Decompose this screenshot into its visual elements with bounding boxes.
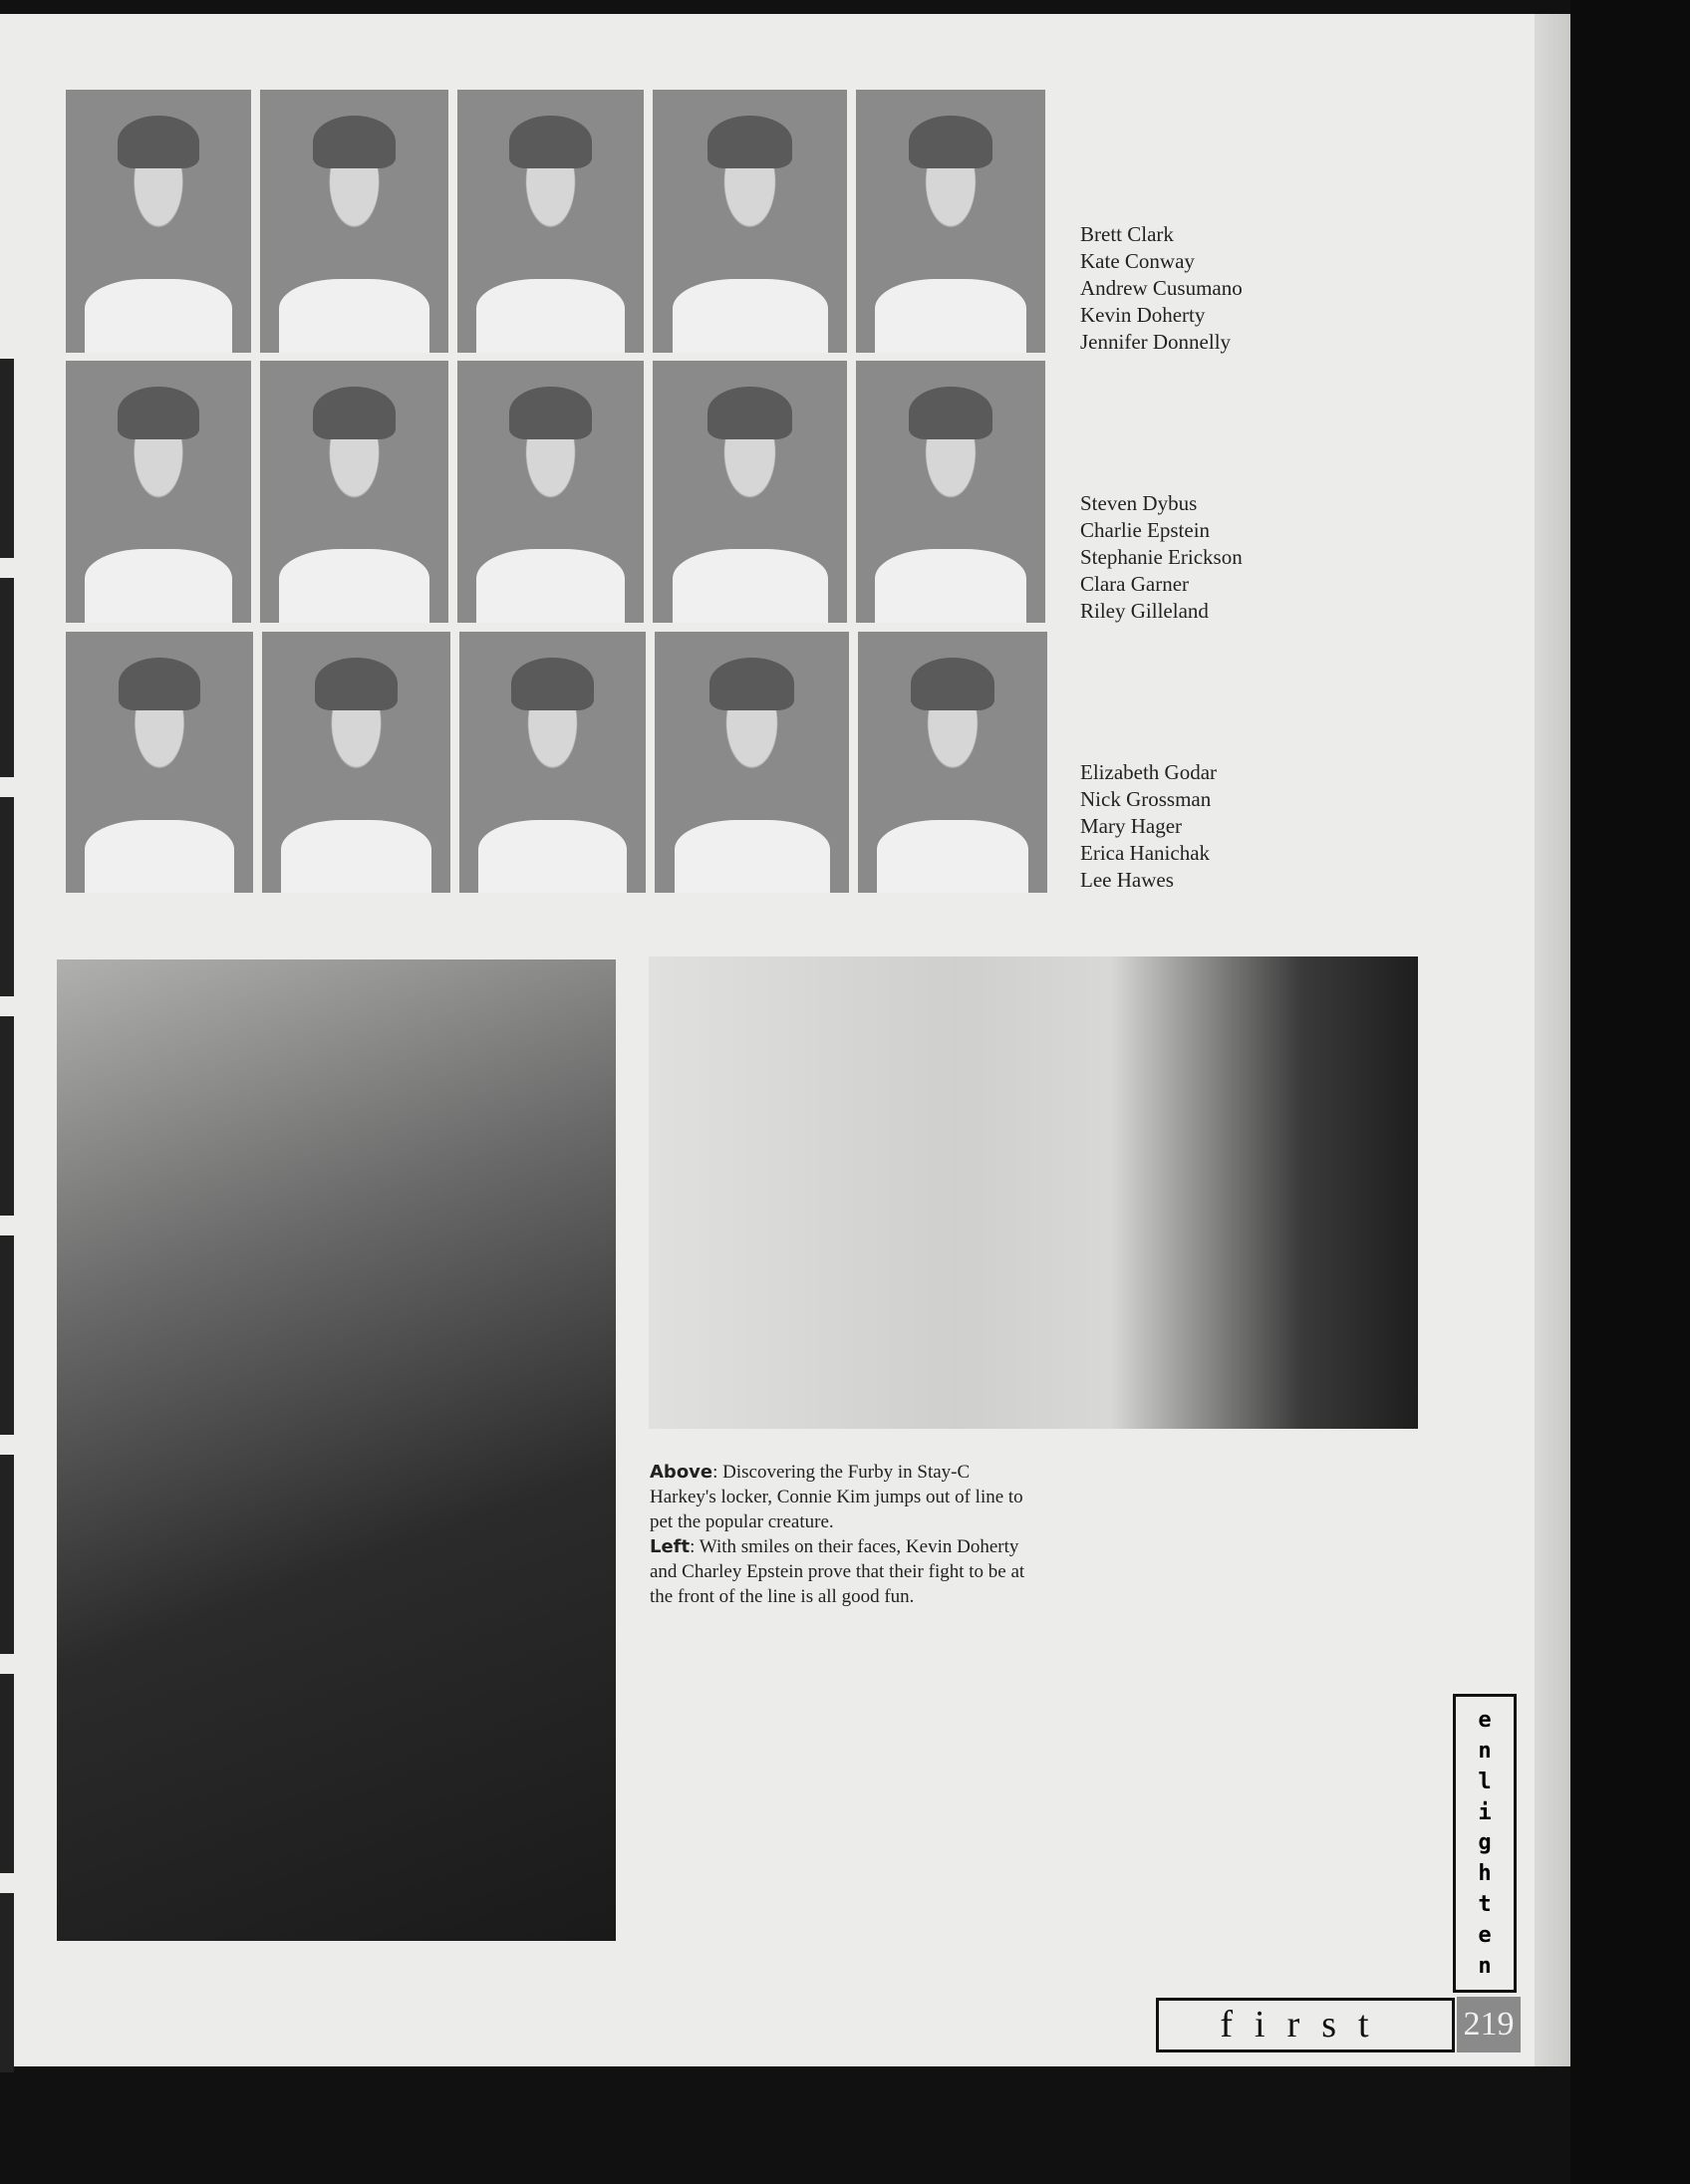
tab-letter: n (1478, 1738, 1492, 1764)
tab-letter: i (1478, 1799, 1492, 1825)
portrait-photo (856, 361, 1045, 623)
student-name: Charlie Epstein (1080, 518, 1211, 542)
portrait-photo (856, 90, 1045, 353)
student-name: Erica Hanichak (1080, 841, 1211, 865)
left-page-edge (0, 359, 14, 2072)
photo-caption (650, 1460, 1028, 1609)
portrait-photo (66, 361, 251, 623)
page-edge (1535, 14, 1570, 2066)
student-name: Riley Gilleland (1080, 599, 1209, 623)
tab-letter: g (1478, 1830, 1492, 1856)
student-name: Kevin Doherty (1080, 303, 1206, 327)
tab-letter: n (1478, 1953, 1492, 1979)
name-list-row-3 (1080, 759, 1379, 894)
portrait-photo (262, 632, 450, 893)
candid-photo-above (649, 956, 1418, 1429)
caption-text: : Discovering the Furby in Stay-C Harkey's locker, Connie Kim jumps out of line to pet the popular creature. (650, 1462, 1023, 1532)
tab-letter: h (1478, 1861, 1492, 1887)
tab-letter: e (1478, 1707, 1492, 1733)
background-strip (1570, 0, 1690, 2184)
student-name: Nick Grossman (1080, 787, 1212, 811)
portrait-photo (653, 90, 847, 353)
tab-letter: t (1478, 1892, 1492, 1918)
portrait-photo (457, 90, 644, 353)
portrait-photo (260, 361, 448, 623)
section-side-tab (1453, 1694, 1517, 1993)
student-name: Steven Dybus (1080, 491, 1198, 515)
student-name: Jennifer Donnelly (1080, 330, 1232, 354)
tab-letter: e (1478, 1923, 1492, 1949)
portrait-photo (457, 361, 644, 623)
name-list-row-2 (1080, 490, 1379, 625)
portrait-photo (459, 632, 646, 893)
caption-left (650, 1534, 1028, 1609)
student-name: Mary Hager (1080, 814, 1183, 838)
caption-label: Above (650, 1462, 713, 1483)
name-list-row-1 (1080, 221, 1379, 356)
page-number: 219 (1457, 1997, 1521, 2052)
portrait-photo (655, 632, 849, 893)
student-name: Kate Conway (1080, 249, 1195, 273)
student-name: Clara Garner (1080, 572, 1190, 596)
caption-above (650, 1460, 1028, 1534)
candid-photo-left (57, 959, 616, 1941)
portrait-photo (653, 361, 847, 623)
tab-letter: l (1478, 1769, 1492, 1794)
caption-label: Left (650, 1536, 691, 1557)
caption-text: : With smiles on their faces, Kevin Doherty and Charley Epstein prove that their fight to be at the front of the line is all good fun. (650, 1536, 1025, 1607)
student-name: Stephanie Erickson (1080, 545, 1243, 569)
portrait-photo (260, 90, 448, 353)
section-label: first (1156, 1998, 1455, 2052)
student-name: Elizabeth Godar (1080, 760, 1218, 784)
portrait-photo (858, 632, 1047, 893)
portrait-photo (66, 90, 251, 353)
student-name: Brett Clark (1080, 222, 1174, 246)
portrait-photo (66, 632, 253, 893)
student-name: Andrew Cusumano (1080, 276, 1243, 300)
student-name: Lee Hawes (1080, 868, 1174, 892)
